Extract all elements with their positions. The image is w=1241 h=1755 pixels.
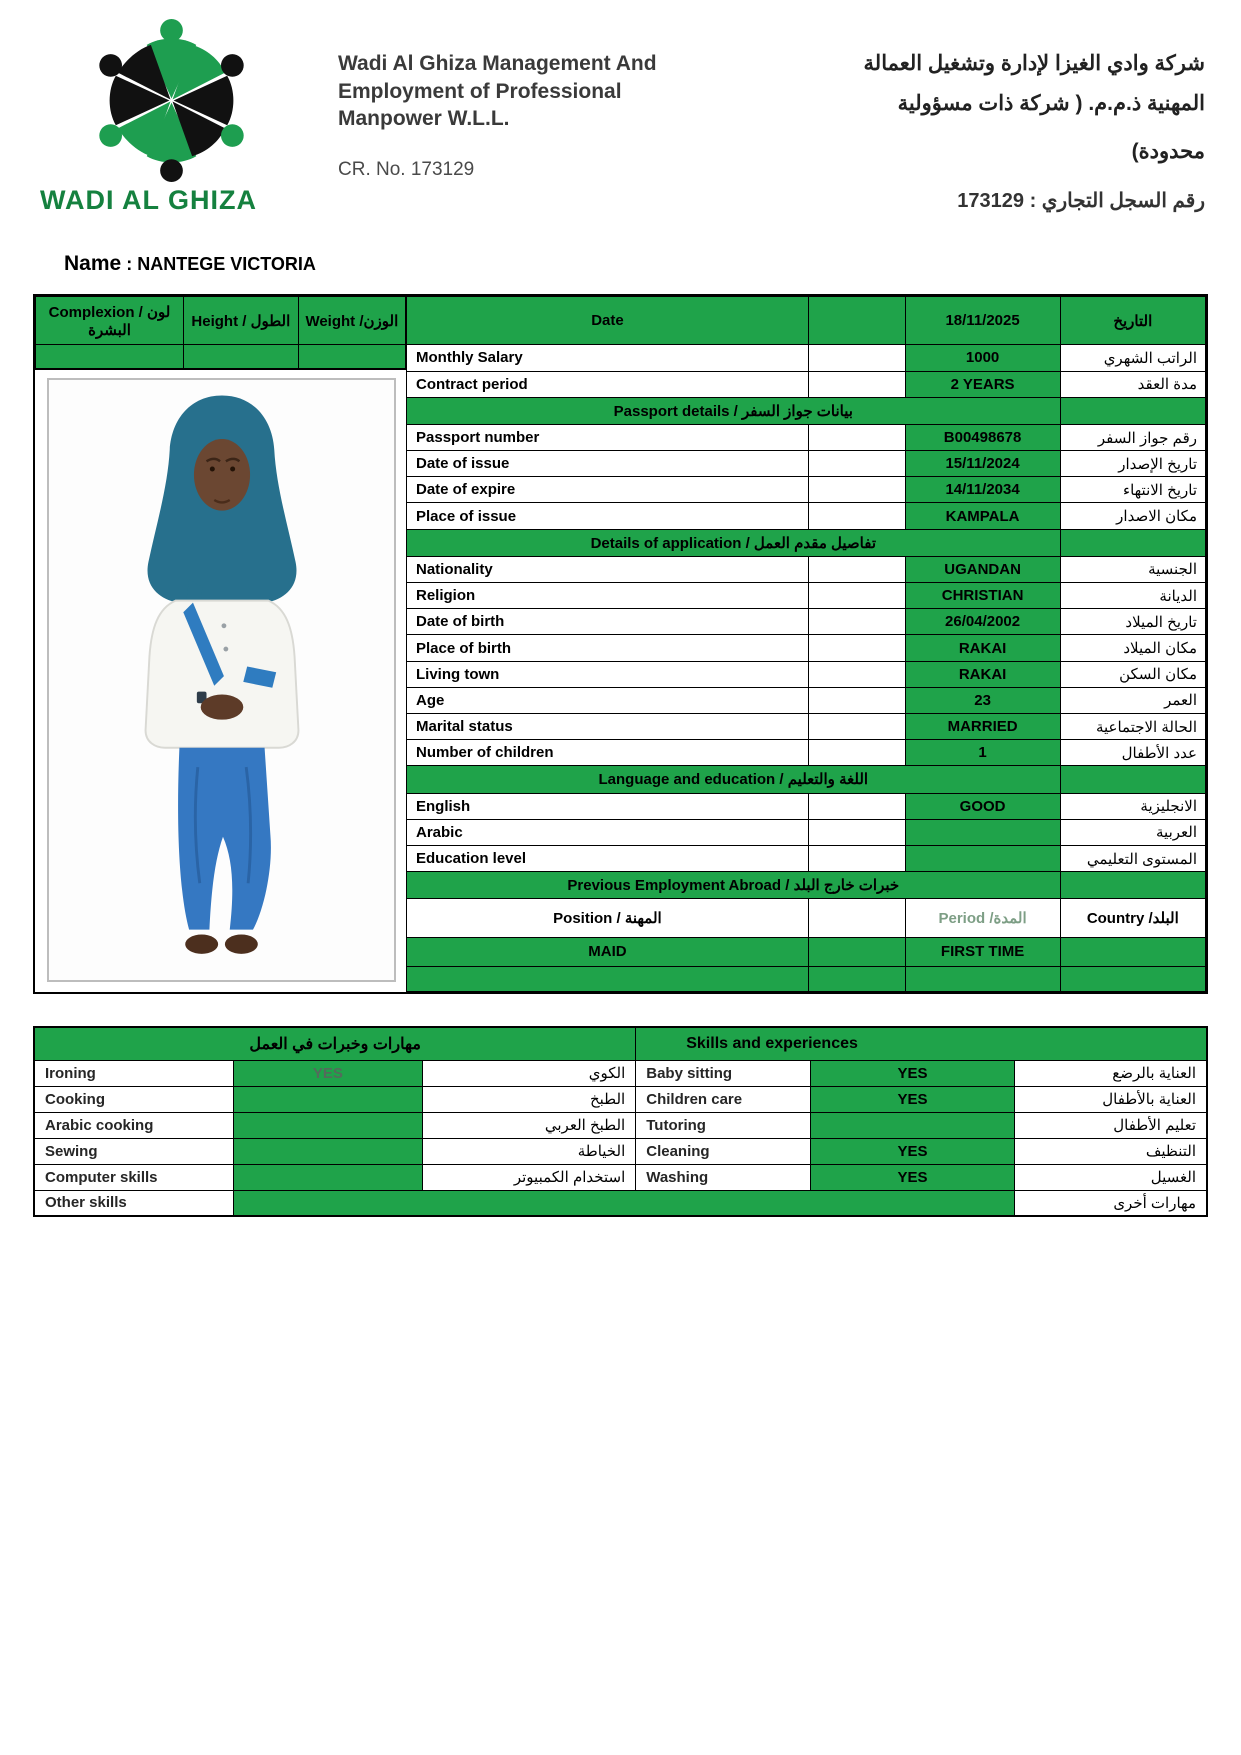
applicant-name: NANTEGE VICTORIA xyxy=(137,254,316,274)
section-arabic-cell xyxy=(1060,872,1205,899)
skills-row xyxy=(34,1164,1207,1190)
field-label: Passport number xyxy=(407,424,809,450)
company-ar-line3: محدودة) xyxy=(1131,139,1205,163)
height-header: Height / الطول xyxy=(184,297,299,345)
field-label: Marital status xyxy=(407,713,809,739)
position-column-header: Position / المهنة xyxy=(407,899,809,937)
period-column-header: Period /المدة xyxy=(905,899,1060,937)
field-value: RAKAI xyxy=(905,635,1060,661)
skills-row xyxy=(34,1086,1207,1112)
skill-label: Arabic cooking xyxy=(34,1112,233,1138)
skill-label: Ironing xyxy=(34,1060,233,1086)
field-label-arabic: الديانة xyxy=(1060,583,1205,609)
name-separator: : xyxy=(121,254,138,274)
bio-data-table xyxy=(33,294,1208,994)
field-label: Monthly Salary xyxy=(407,345,809,371)
skill-value: YES xyxy=(811,1164,1015,1190)
employment-header-row xyxy=(407,899,1206,937)
height-value xyxy=(184,345,299,369)
skill-value xyxy=(233,1112,422,1138)
skill-label: Children care xyxy=(636,1086,811,1112)
employment-record-row xyxy=(407,937,1206,966)
table-row xyxy=(407,687,1206,713)
spacer-cell xyxy=(808,583,905,609)
physical-and-photo-pane xyxy=(35,296,406,992)
skill-value: YES xyxy=(233,1060,422,1086)
spacer-cell xyxy=(808,297,905,345)
field-value: 1000 xyxy=(905,345,1060,371)
field-label-arabic: تاريخ الانتهاء xyxy=(1060,477,1205,503)
skill-value: YES xyxy=(811,1086,1015,1112)
cr-number-english: CR. No. 173129 xyxy=(338,159,475,181)
field-label-arabic: العمر xyxy=(1060,687,1205,713)
skill-label-arabic: الغسيل xyxy=(1015,1164,1207,1190)
name-label: Name xyxy=(64,252,122,275)
skill-label-arabic: العناية بالرضع xyxy=(1015,1060,1207,1086)
table-row xyxy=(407,635,1206,661)
company-name-arabic xyxy=(706,14,1205,216)
field-value: GOOD xyxy=(905,793,1060,819)
skills-row xyxy=(34,1060,1207,1086)
spacer-cell xyxy=(808,635,905,661)
info-table xyxy=(406,296,1206,992)
spacer-cell xyxy=(808,503,905,529)
complexion-header: Complexion / لون البشرة xyxy=(36,297,184,345)
field-label: Nationality xyxy=(407,556,809,582)
date-label: Date xyxy=(407,297,809,345)
field-label: Place of birth xyxy=(407,635,809,661)
table-row xyxy=(407,609,1206,635)
table-row xyxy=(407,477,1206,503)
spacer-cell xyxy=(808,793,905,819)
field-value: 1 xyxy=(905,740,1060,766)
spacer-cell xyxy=(808,661,905,687)
skill-label-arabic: مهارات أخرى xyxy=(1015,1190,1207,1216)
table-row xyxy=(407,345,1206,371)
skill-label: Cleaning xyxy=(636,1138,811,1164)
empty-cell xyxy=(905,966,1060,991)
skill-label-arabic: الخياطة xyxy=(422,1138,635,1164)
table-row xyxy=(407,740,1206,766)
company-logo xyxy=(36,14,306,216)
field-label-arabic: عدد الأطفال xyxy=(1060,740,1205,766)
table-row xyxy=(407,661,1206,687)
spacer-cell xyxy=(808,345,905,371)
skills-table xyxy=(33,1026,1208,1217)
skill-value xyxy=(233,1086,422,1112)
skill-label-arabic: الكوي xyxy=(422,1060,635,1086)
company-en-line2: Employment of Professional xyxy=(338,79,622,103)
skill-label: Washing xyxy=(636,1164,811,1190)
field-value: 15/11/2024 xyxy=(905,451,1060,477)
skill-value: YES xyxy=(811,1060,1015,1086)
skill-label: Other skills xyxy=(34,1190,233,1216)
field-value: RAKAI xyxy=(905,661,1060,687)
company-en-line1: Wadi Al Ghiza Management And xyxy=(338,52,657,75)
field-label-arabic: الانجليزية xyxy=(1060,793,1205,819)
skill-value xyxy=(233,1138,422,1164)
table-row xyxy=(407,503,1206,529)
skills-row xyxy=(34,1138,1207,1164)
date-value: 18/11/2025 xyxy=(905,297,1060,345)
skill-label-arabic: التنظيف xyxy=(1015,1138,1207,1164)
field-label-arabic: الجنسية xyxy=(1060,556,1205,582)
field-label-arabic: الحالة الاجتماعية xyxy=(1060,713,1205,739)
position-value: MAID xyxy=(407,937,809,966)
applicant-portrait-drawing xyxy=(97,380,347,980)
physical-header-row xyxy=(36,297,406,345)
section-row xyxy=(407,766,1206,793)
table-row xyxy=(407,793,1206,819)
employment-empty-row xyxy=(407,966,1206,991)
skill-label: Computer skills xyxy=(34,1164,233,1190)
field-label-arabic: العربية xyxy=(1060,819,1205,845)
spacer-cell xyxy=(808,845,905,871)
field-label-arabic: مكان السكن xyxy=(1060,661,1205,687)
field-value: 14/11/2034 xyxy=(905,477,1060,503)
skill-value xyxy=(811,1112,1015,1138)
skill-label: Baby sitting xyxy=(636,1060,811,1086)
field-label: Religion xyxy=(407,583,809,609)
other-skills-value xyxy=(233,1190,1014,1216)
table-row xyxy=(407,371,1206,397)
country-column-header: Country /البلد xyxy=(1060,899,1205,937)
field-label: Contract period xyxy=(407,371,809,397)
spacer-cell xyxy=(808,819,905,845)
field-value: KAMPALA xyxy=(905,503,1060,529)
spacer-cell xyxy=(808,556,905,582)
section-row xyxy=(407,397,1206,424)
physical-table xyxy=(35,296,406,369)
weight-header: Weight /الوزن xyxy=(298,297,405,345)
field-value: 23 xyxy=(905,687,1060,713)
spacer-cell xyxy=(808,424,905,450)
skill-label: Cooking xyxy=(34,1086,233,1112)
skill-label-arabic: الطبخ xyxy=(422,1086,635,1112)
skill-label-arabic: العناية بالأطفال xyxy=(1015,1086,1207,1112)
section-title-passport: Passport details / بيانات جواز السفر xyxy=(407,397,1061,424)
country-value xyxy=(1060,937,1205,966)
spacer-cell xyxy=(808,899,905,937)
field-value xyxy=(905,819,1060,845)
empty-cell xyxy=(1060,966,1205,991)
table-row xyxy=(407,819,1206,845)
section-arabic-cell xyxy=(1060,529,1205,556)
empty-cell xyxy=(407,966,809,991)
spacer-cell xyxy=(808,609,905,635)
field-label-arabic: مدة العقد xyxy=(1060,371,1205,397)
spacer-cell xyxy=(808,451,905,477)
field-value: B00498678 xyxy=(905,424,1060,450)
spacer-cell xyxy=(808,687,905,713)
physical-values-row xyxy=(36,345,406,369)
field-label-arabic: المستوى التعليمي xyxy=(1060,845,1205,871)
date-label-arabic: التاريخ xyxy=(1060,297,1205,345)
section-arabic-cell xyxy=(1060,397,1205,424)
table-row xyxy=(407,713,1206,739)
field-label-arabic: تاريخ الميلاد xyxy=(1060,609,1205,635)
skill-value xyxy=(233,1164,422,1190)
field-label: Place of issue xyxy=(407,503,809,529)
field-label: Date of expire xyxy=(407,477,809,503)
table-row xyxy=(407,556,1206,582)
table-row xyxy=(407,845,1206,871)
company-ar-line1: شركة وادي الغيزا لإدارة وتشغيل العمالة xyxy=(863,52,1205,75)
field-label-arabic: رقم جواز السفر xyxy=(1060,424,1205,450)
skill-label-arabic: الطبخ العربي xyxy=(422,1112,635,1138)
company-en-line3: Manpower W.L.L. xyxy=(338,107,510,131)
field-value: CHRISTIAN xyxy=(905,583,1060,609)
skills-row xyxy=(34,1112,1207,1138)
spacer-cell xyxy=(808,713,905,739)
period-value: FIRST TIME xyxy=(905,937,1060,966)
field-label: English xyxy=(407,793,809,819)
field-label: Age xyxy=(407,687,809,713)
section-row xyxy=(407,872,1206,899)
table-row xyxy=(407,424,1206,450)
complexion-value xyxy=(36,345,184,369)
spacer-cell xyxy=(808,477,905,503)
field-label-arabic: تاريخ الإصدار xyxy=(1060,451,1205,477)
empty-cell xyxy=(808,966,905,991)
company-name-english xyxy=(306,14,706,216)
field-value xyxy=(905,845,1060,871)
logo-wordmark: WADI AL GHIZA xyxy=(40,185,257,215)
section-title-language: Language and education / اللغة والتعليم xyxy=(407,766,1061,793)
date-row xyxy=(407,297,1206,345)
table-row xyxy=(407,583,1206,609)
letterhead xyxy=(0,0,1241,216)
skill-label: Sewing xyxy=(34,1138,233,1164)
info-pane xyxy=(406,296,1206,992)
field-value: 2 YEARS xyxy=(905,371,1060,397)
field-label: Date of birth xyxy=(407,609,809,635)
skills-title-arabic: مهارات وخبرات في العمل xyxy=(34,1027,636,1060)
spacer-cell xyxy=(808,937,905,966)
pinwheel-logo-icon xyxy=(89,18,254,183)
skills-header-row xyxy=(34,1027,1207,1060)
field-label-arabic: مكان الاصدار xyxy=(1060,503,1205,529)
field-label-arabic: الراتب الشهري xyxy=(1060,345,1205,371)
skill-label: Tutoring xyxy=(636,1112,811,1138)
section-title-previous-employment: Previous Employment Abroad / خبرات خارج البلد xyxy=(407,872,1061,899)
section-row xyxy=(407,529,1206,556)
field-label: Living town xyxy=(407,661,809,687)
field-value: UGANDAN xyxy=(905,556,1060,582)
skill-label-arabic: استخدام الكمبيوتر xyxy=(422,1164,635,1190)
skill-label-arabic: تعليم الأطفال xyxy=(1015,1112,1207,1138)
table-row xyxy=(407,451,1206,477)
skill-value: YES xyxy=(811,1138,1015,1164)
field-label-arabic: مكان الميلاد xyxy=(1060,635,1205,661)
skills-row xyxy=(34,1190,1207,1216)
skills-title-english: Skills and experiences xyxy=(636,1027,1207,1060)
applicant-photo xyxy=(47,378,396,982)
weight-value xyxy=(298,345,405,369)
spacer-cell xyxy=(808,371,905,397)
field-label: Arabic xyxy=(407,819,809,845)
section-title-application: Details of application / تفاصيل مقدم العمل xyxy=(407,529,1061,556)
field-label: Number of children xyxy=(407,740,809,766)
field-value: 26/04/2002 xyxy=(905,609,1060,635)
spacer-cell xyxy=(808,740,905,766)
field-value: MARRIED xyxy=(905,713,1060,739)
field-label: Education level xyxy=(407,845,809,871)
cr-number-arabic: رقم السجل التجاري : 173129 xyxy=(957,189,1205,212)
section-arabic-cell xyxy=(1060,766,1205,793)
photo-cell xyxy=(35,369,406,992)
company-ar-line2: المهنية ذ.م.م. ( شركة ذات مسؤولية xyxy=(897,91,1205,115)
field-label: Date of issue xyxy=(407,451,809,477)
applicant-name-line xyxy=(0,216,1241,276)
